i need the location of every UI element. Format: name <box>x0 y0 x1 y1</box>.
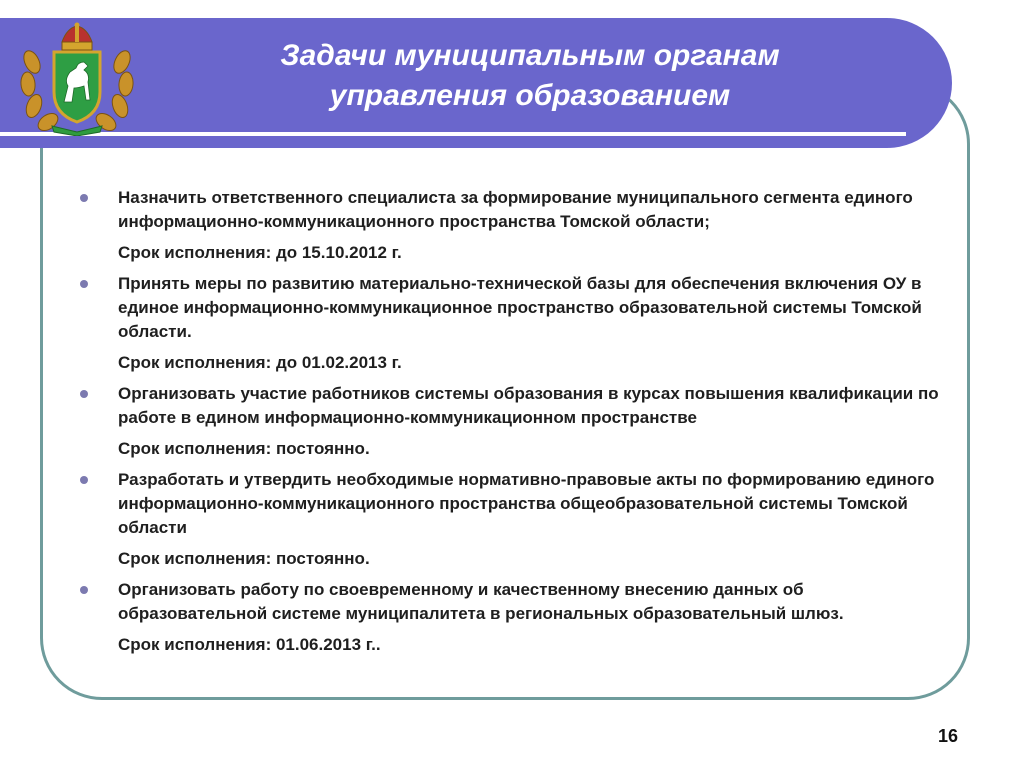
task-text: Организовать участие работников системы образования в курсах повышения квалификации по работе в едином информационно-коммуникационном пространстве <box>118 384 939 427</box>
task-text: Принять меры по развитию материально-технической базы для обеспечения включения ОУ в единое информационно-коммуникационное пространство образовательной системы Томской области. <box>118 274 922 341</box>
slide-title <box>150 36 910 116</box>
task-deadline: Срок исполнения: 01.06.2013 г.. <box>118 635 381 654</box>
task-deadline: Срок исполнения: постоянно. <box>118 439 370 458</box>
list-item <box>78 382 948 430</box>
page-number: 16 <box>938 726 959 746</box>
task-list <box>78 186 948 664</box>
bullet-icon <box>80 476 88 484</box>
task-text: Организовать работу по своевременному и качественному внесению данных об образовательной системе муниципалитета в региональных образовательный шлюз. <box>118 580 844 623</box>
list-item <box>78 578 948 626</box>
bullet-icon <box>80 280 88 288</box>
bullet-icon <box>80 194 88 202</box>
task-deadline: Срок исполнения: постоянно. <box>118 549 370 568</box>
list-item <box>78 468 948 540</box>
bullet-icon <box>80 586 88 594</box>
tomsk-region-coat-of-arms-icon <box>18 22 136 136</box>
title-line-2: управления образованием <box>329 79 731 112</box>
task-deadline: Срок исполнения: до 01.02.2013 г. <box>118 353 402 372</box>
bullet-icon <box>80 390 88 398</box>
task-text: Назначить ответственного специалиста за формирование муниципального сегмента единого информационно-коммуникационного пространства Томской области; <box>118 188 913 231</box>
list-item <box>78 186 948 234</box>
title-line-1: Задачи муниципальным органам <box>280 39 780 72</box>
list-item <box>78 272 948 344</box>
task-text: Разработать и утвердить необходимые нормативно-правовые акты по формированию единого информационно-коммуникационного пространства общеобразовательной системы Томской области <box>118 470 935 537</box>
task-deadline: Срок исполнения: до 15.10.2012 г. <box>118 243 402 262</box>
